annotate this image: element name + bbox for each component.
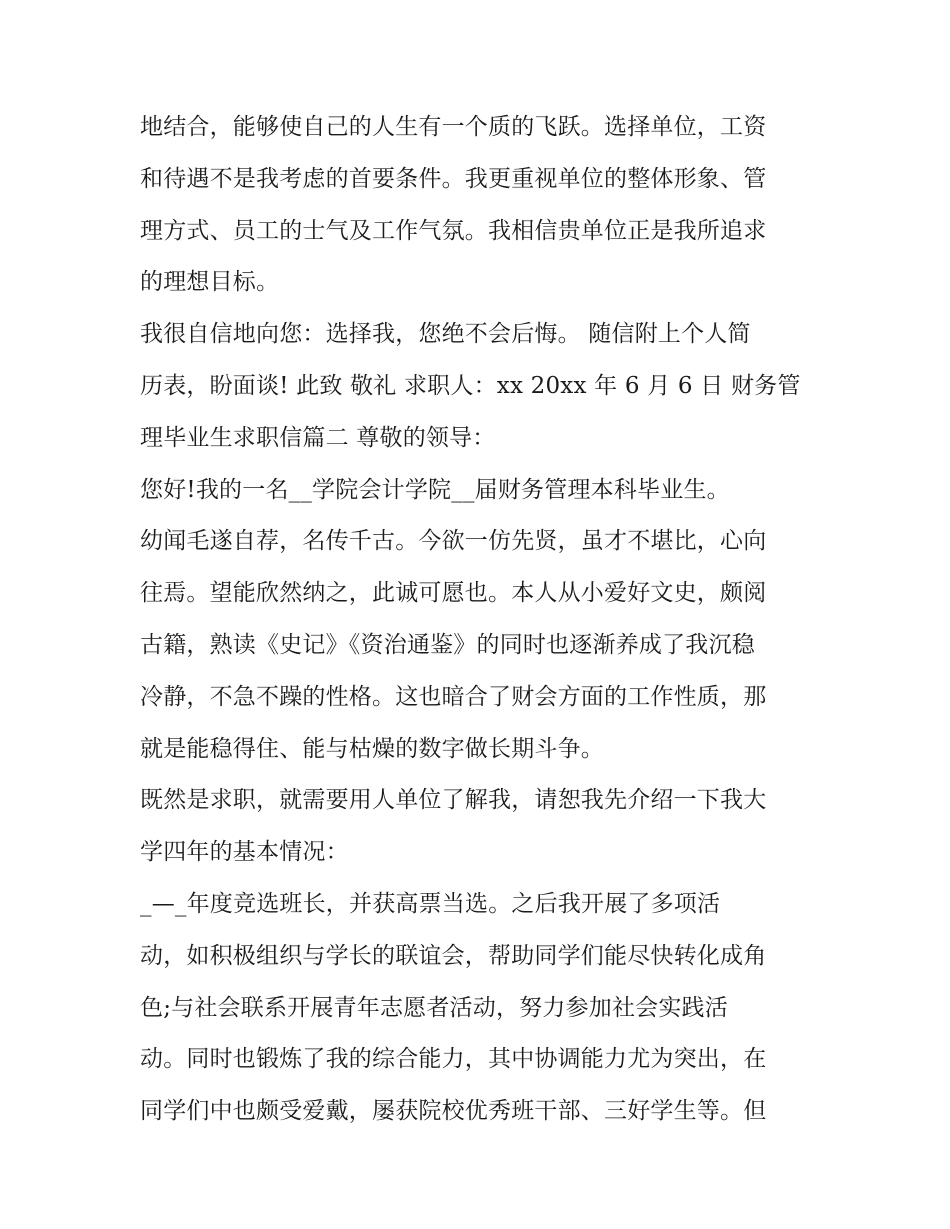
text-line: 理方式、员工的士气及工作气氛。我相信贵单位正是我所追求 [140,217,767,244]
text-line: 学四年的基本情况： [140,839,349,866]
text-line: _—_年度竞选班长，并获高票当选。之后我开展了多项活 [140,890,721,917]
text-line: 您好!我的一名__学院会计学院__届财务管理本科毕业生。 [140,476,730,503]
text-line: 往焉。望能欣然纳之，此诚可愿也。本人从小爱好文史，颇阅 [140,580,767,607]
body-text [140,102,830,1138]
text-line: 历表，盼面谈! 此致 敬礼 求职人：xx 20xx 年 6 月 6 日 财务管 [140,372,801,399]
text-line: 我很自信地向您：选择我，您绝不会后悔。 随信附上个人简 [140,321,751,348]
text-line: 和待遇不是我考虑的首要条件。我更重视单位的整体形象、管 [140,165,767,192]
text-line: 古籍，熟读《史记》《资治通鉴》的同时也逐渐养成了我沉稳 [140,631,755,658]
text-line: 冷静，不急不躁的性格。这也暗合了财会方面的工作性质，那 [140,683,767,710]
text-line: 幼闻毛遂自荐，名传千古。今欲一仿先贤，虽才不堪比，心向 [140,528,767,555]
text-line: 的理想目标。 [140,269,280,296]
text-line: 理毕业生求职信篇二 尊敬的领导： [140,424,496,451]
text-line: 同学们中也颇受爱戴，屡获院校优秀班干部、三好学生等。但 [140,1098,767,1125]
text-line: 动，如积极组织与学长的联谊会，帮助同学们能尽快转化成角 [140,942,767,969]
text-line: 色;与社会联系开展青年志愿者活动，努力参加社会实践活 [140,994,728,1021]
text-line: 地结合，能够使自己的人生有一个质的飞跃。选择单位，工资 [140,114,767,140]
text-line: 既然是求职，就需要用人单位了解我，请恕我先介绍一下我大 [140,787,767,814]
text-line: 动。同时也锻炼了我的综合能力，其中协调能力尤为突出，在 [140,1046,767,1073]
text-line: 就是能稳得住、能与枯燥的数字做长期斗争。 [140,735,604,762]
